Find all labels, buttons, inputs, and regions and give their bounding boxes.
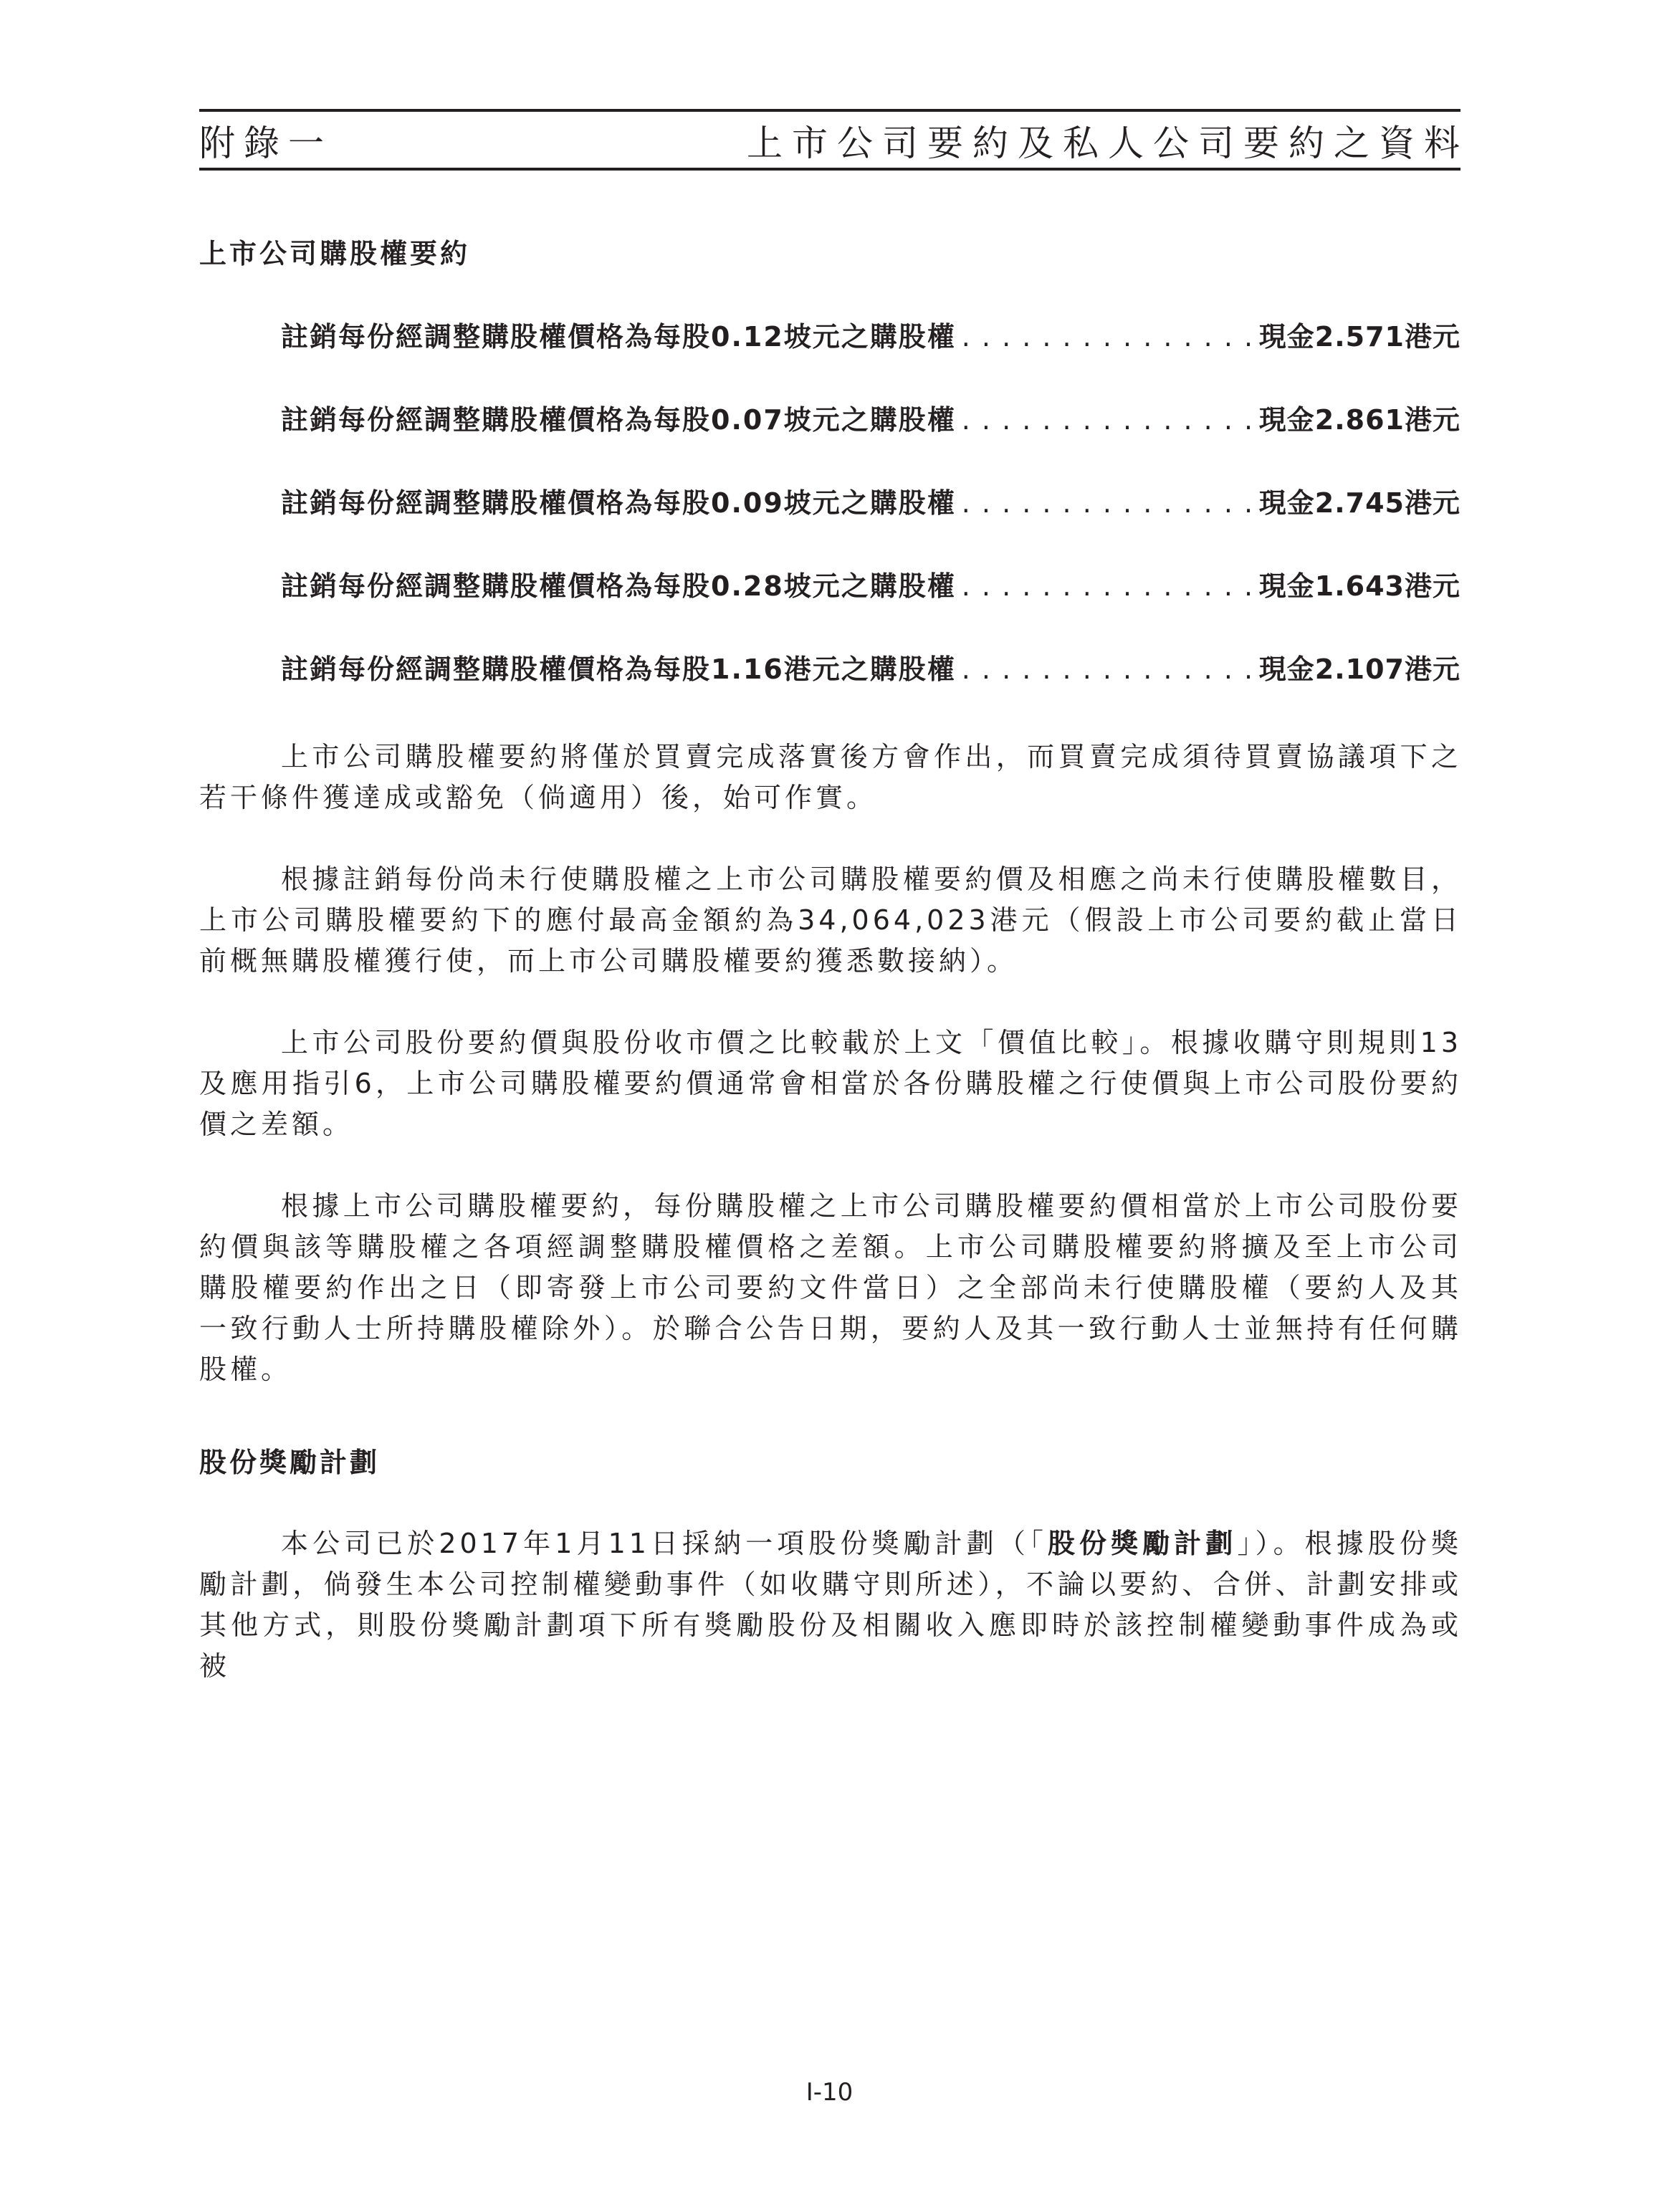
- option-offer-row: [281, 485, 1460, 568]
- header-top-rule: [199, 109, 1460, 112]
- option-offer-value: 現金2.745港元: [1258, 487, 1460, 519]
- option-offer-list: [281, 319, 1460, 734]
- dot-leader: [956, 319, 1259, 355]
- section-heading-share-option-offer: 上市公司購股權要約: [199, 238, 471, 269]
- paragraph-text: 本公司已於2017年1月11日採納一項股份獎勵計劃（「: [281, 1528, 1048, 1559]
- option-offer-label: 註銷每份經調整購股權價格為每股0.28坡元之購股權: [281, 570, 956, 602]
- paragraph-maximum-amount: 根據註銷每份尚未行使購股權之上市公司購股權要約價及相應之尚未行使購股權數目，上市公司購股權要約下的應付最高金額約為34,064,023港元（假設上市公司要約截止當日前概無購股權獲行使，而上市公司購股權要約獲悉數接納）。: [199, 863, 1462, 977]
- option-offer-row: [281, 402, 1460, 485]
- option-offer-value: 現金2.571港元: [1258, 321, 1460, 353]
- option-offer-value: 現金2.861港元: [1258, 404, 1460, 436]
- option-offer-value: 現金1.643港元: [1258, 570, 1460, 602]
- option-offer-label: 註銷每份經調整購股權價格為每股0.12坡元之購股權: [281, 321, 956, 353]
- paragraph-share-award-scheme: [199, 1523, 1462, 1687]
- option-offer-row: [281, 651, 1460, 734]
- option-offer-row: [281, 319, 1460, 402]
- dot-leader: [956, 568, 1259, 604]
- section-heading-share-award-scheme: 股份獎勵計劃: [199, 1447, 381, 1478]
- option-offer-label: 註銷每份經調整購股權價格為每股0.07坡元之購股權: [281, 404, 956, 436]
- dot-leader: [956, 485, 1259, 521]
- option-offer-row: [281, 568, 1460, 651]
- dot-leader: [956, 402, 1259, 438]
- option-offer-label: 註銷每份經調整購股權價格為每股0.09坡元之購股權: [281, 487, 956, 519]
- option-offer-label: 註銷每份經調整購股權價格為每股1.16港元之購股權: [281, 653, 956, 685]
- option-offer-value: 現金2.107港元: [1258, 653, 1460, 685]
- defined-term: 股份獎勵計劃: [1047, 1528, 1238, 1559]
- paragraph-offer-conditions: 上市公司購股權要約將僅於買賣完成落實後方會作出，而買賣完成須待買賣協議項下之若干條件獲達成或豁免（倘適用）後，始可作實。: [199, 741, 1462, 813]
- paragraph-option-offer-scope: 根據上市公司購股權要約，每份購股權之上市公司購股權要約價相當於上市公司股份要約價與該等購股權之各項經調整購股權價格之差額。上市公司購股權要約將擴及至上市公司購股權要約作出之日（即寄發上市公司要約文件當日）之全部尚未行使購股權（要約人及其一致行動人士所持購股權除外）。於聯合公告日期，要約人及其一致行動人士並無持有任何購股權。: [199, 1190, 1462, 1385]
- paragraph-price-comparison: 上市公司股份要約價與股份收市價之比較載於上文「價值比較」。根據收購守則規則13及應用指引6，上市公司購股權要約價通常會相當於各份購股權之行使價與上市公司股份要約價之差額。: [199, 1027, 1462, 1140]
- page-number: I-10: [805, 2078, 854, 2107]
- header-bottom-rule: [199, 168, 1460, 171]
- dot-leader: [956, 651, 1259, 687]
- appendix-title: 上市公司要約及私人公司要約之資料: [747, 123, 1469, 164]
- paragraph-text: 」）。根據股份獎勵計劃，倘發生本公司控制權變動事件（如收購守則所述），不論以要約、合併、計劃安排或其他方式，則股份獎勵計劃項下所有獎勵股份及相關收入應即時於該控制權變動事件成為或被: [199, 1528, 1462, 1682]
- appendix-label: 附錄一: [199, 123, 333, 164]
